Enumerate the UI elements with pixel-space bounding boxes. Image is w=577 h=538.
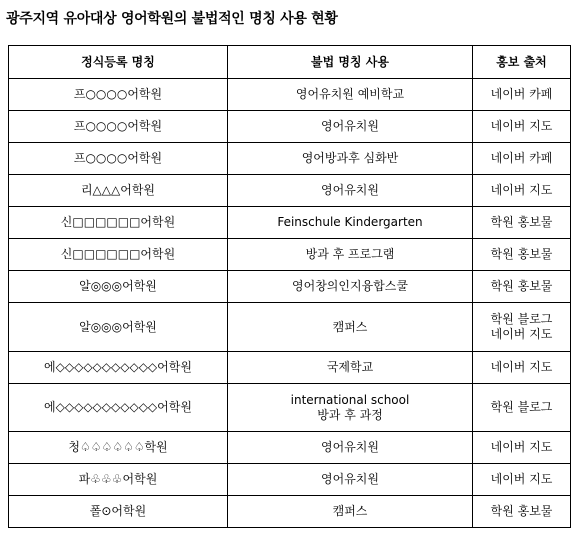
illegal-name-cell: Feinschule Kindergarten: [228, 207, 473, 239]
table-row: [9, 175, 571, 207]
illegal-name-cell: 국제학교: [228, 352, 473, 384]
illegal-name-cell: 영어유치원: [228, 111, 473, 143]
illegal-name-cell: international school 방과 후 과정: [228, 384, 473, 432]
source-cell: 네이버 지도: [473, 352, 571, 384]
illegal-name-cell: 영어유치원: [228, 432, 473, 464]
registered-name-cell: 폴⊙어학원: [9, 496, 228, 528]
source-cell: 네이버 카페: [473, 143, 571, 175]
document-title: 광주지역 유아대상 영어학원의 불법적인 명칭 사용 현황: [6, 11, 338, 27]
table-header-row: [9, 46, 571, 79]
source-cell: 학원 블로그: [473, 384, 571, 432]
table-row: [9, 303, 571, 352]
illegal-name-cell: 영어창의인지융합스쿨: [228, 271, 473, 303]
registered-name-cell: 에◇◇◇◇◇◇◇◇◇◇◇어학원: [9, 384, 228, 432]
illegal-name-cell: 영어유치원: [228, 464, 473, 496]
table-row: [9, 352, 571, 384]
source-cell: 네이버 지도: [473, 464, 571, 496]
table-row: [9, 384, 571, 432]
registered-name-cell: 알◎◎◎어학원: [9, 303, 228, 352]
table-row: [9, 432, 571, 464]
table-row: [9, 496, 571, 528]
header-promotion-source: 홍보 출처: [473, 46, 571, 79]
table-row: [9, 271, 571, 303]
source-cell: 네이버 지도: [473, 111, 571, 143]
illegal-name-cell: 방과 후 프로그램: [228, 239, 473, 271]
table-row: [9, 79, 571, 111]
source-cell: 학원 홍보물: [473, 207, 571, 239]
registered-name-cell: 프○○○○어학원: [9, 111, 228, 143]
source-cell: 학원 블로그 네이버 지도: [473, 303, 571, 352]
source-cell: 네이버 카페: [473, 79, 571, 111]
header-registered-name: 정식등록 명칭: [9, 46, 228, 79]
illegal-name-cell: 영어유치원: [228, 175, 473, 207]
source-cell: 학원 홍보물: [473, 239, 571, 271]
illegal-name-cell: 캠퍼스: [228, 496, 473, 528]
illegal-name-usage-table: [8, 45, 571, 528]
registered-name-cell: 신□□□□□□어학원: [9, 239, 228, 271]
registered-name-cell: 신□□□□□□어학원: [9, 207, 228, 239]
source-cell: 네이버 지도: [473, 175, 571, 207]
registered-name-cell: 알◎◎◎어학원: [9, 271, 228, 303]
header-illegal-name: 불법 명칭 사용: [228, 46, 473, 79]
source-cell: 네이버 지도: [473, 432, 571, 464]
table-row: [9, 207, 571, 239]
registered-name-cell: 프○○○○어학원: [9, 79, 228, 111]
registered-name-cell: 파♧♧♧어학원: [9, 464, 228, 496]
illegal-name-cell: 영어방과후 심화반: [228, 143, 473, 175]
registered-name-cell: 프○○○○어학원: [9, 143, 228, 175]
registered-name-cell: 리△△△어학원: [9, 175, 228, 207]
illegal-name-cell: 캠퍼스: [228, 303, 473, 352]
source-cell: 학원 홍보물: [473, 496, 571, 528]
table-row: [9, 143, 571, 175]
table-row: [9, 111, 571, 143]
table-row: [9, 239, 571, 271]
registered-name-cell: 청♤♤♤♤♤♤학원: [9, 432, 228, 464]
table-row: [9, 464, 571, 496]
registered-name-cell: 에◇◇◇◇◇◇◇◇◇◇◇어학원: [9, 352, 228, 384]
illegal-name-cell: 영어유치원 예비학교: [228, 79, 473, 111]
source-cell: 학원 홍보물: [473, 271, 571, 303]
